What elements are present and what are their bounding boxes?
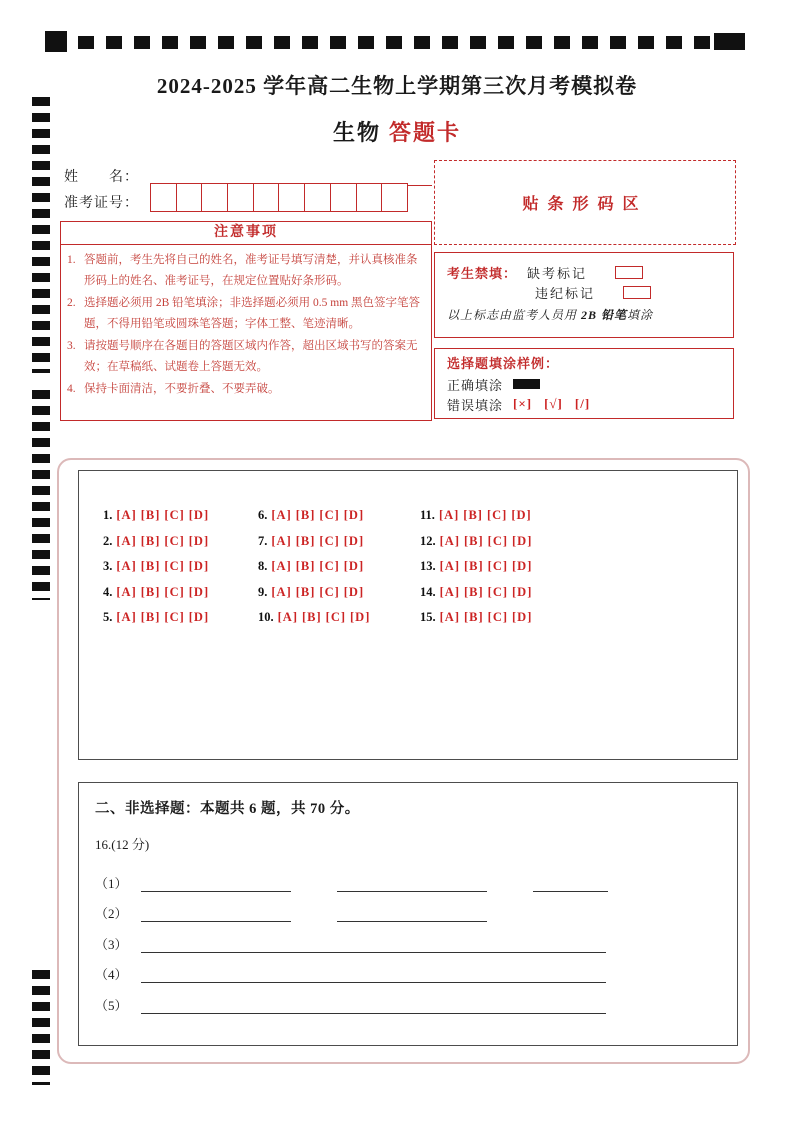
choice-bubble-d[interactable]: [D] bbox=[512, 533, 533, 548]
proctor-note-prefix: 以上标志由监考人员用 bbox=[447, 308, 582, 322]
choice-bubble-a[interactable]: [A] bbox=[271, 508, 292, 522]
answer-card-label: 答题卡 bbox=[389, 120, 462, 145]
answer-line[interactable] bbox=[141, 906, 291, 922]
answer-line[interactable] bbox=[533, 876, 608, 892]
choice-bubble-c[interactable]: [C] bbox=[319, 584, 340, 599]
proctor-note-suffix: 填涂 bbox=[627, 308, 654, 322]
question-number: 6. bbox=[258, 508, 268, 522]
choice-column bbox=[103, 508, 258, 759]
choice-bubble-d[interactable]: [D] bbox=[188, 559, 210, 573]
fill-sample-box bbox=[434, 348, 734, 419]
absent-mark-label: 缺考标记 bbox=[527, 265, 588, 281]
question-number: 7. bbox=[258, 533, 268, 548]
choice-row bbox=[103, 585, 258, 611]
notice-title: 注意事项 bbox=[61, 222, 431, 245]
non-choice-section-box bbox=[78, 782, 738, 1046]
choice-bubble-b[interactable]: [B] bbox=[140, 533, 161, 548]
notice-item bbox=[67, 293, 423, 335]
section2-heading: 二、非选择题：本题共 6 题，共 70 分。 bbox=[95, 801, 360, 817]
choice-bubble-d[interactable]: [D] bbox=[511, 508, 532, 522]
choice-row bbox=[258, 559, 420, 585]
choice-row bbox=[103, 610, 258, 636]
multiple-choice-box bbox=[78, 470, 738, 760]
choice-row bbox=[103, 534, 258, 560]
choice-bubble-b[interactable]: [B] bbox=[463, 610, 484, 624]
choice-bubble-b[interactable]: [B] bbox=[295, 508, 316, 522]
exam-number-cells bbox=[150, 183, 408, 212]
choice-bubble-b[interactable]: [B] bbox=[140, 584, 161, 599]
choice-bubble-c[interactable]: [C] bbox=[486, 508, 508, 522]
question-number: 14. bbox=[420, 584, 436, 599]
choice-bubble-c[interactable]: [C] bbox=[487, 584, 509, 599]
question-number: 1. bbox=[103, 508, 113, 522]
choice-bubble-c[interactable]: [C] bbox=[164, 584, 185, 599]
choice-bubble-a[interactable]: [A] bbox=[116, 584, 137, 599]
proctor-note bbox=[447, 306, 723, 323]
choice-bubble-a[interactable]: [A] bbox=[439, 559, 460, 573]
choice-bubble-c[interactable]: [C] bbox=[164, 533, 185, 548]
choice-bubble-c[interactable]: [C] bbox=[164, 559, 185, 573]
choice-bubble-a[interactable]: [A] bbox=[439, 584, 460, 599]
choice-bubble-a[interactable]: [A] bbox=[438, 508, 460, 522]
fill-sample-title: 选择题填涂样例： bbox=[447, 356, 560, 371]
question-number: 4. bbox=[103, 584, 113, 599]
choice-bubble-b[interactable]: [B] bbox=[140, 610, 161, 624]
notice-item-text: 请按题号顺序在各题目的答题区域内作答，超出区域书写的答案无效；在草稿纸、试题卷上答题无效。 bbox=[84, 339, 418, 373]
choice-bubble-c[interactable]: [C] bbox=[487, 533, 509, 548]
barcode-area bbox=[434, 160, 736, 245]
choice-bubble-d[interactable]: [D] bbox=[512, 584, 533, 599]
notice-item-number: 1. bbox=[67, 254, 76, 266]
question-number: 12. bbox=[420, 533, 436, 548]
choice-bubble-c[interactable]: [C] bbox=[164, 610, 185, 624]
notice-item-number: 4. bbox=[67, 382, 76, 395]
correct-fill-example bbox=[513, 379, 540, 389]
choice-row bbox=[420, 534, 575, 560]
wrong-fill-row bbox=[447, 394, 723, 414]
choice-bubble-b[interactable]: [B] bbox=[463, 559, 484, 573]
choice-bubble-c[interactable]: [C] bbox=[487, 559, 509, 573]
choice-bubble-c[interactable]: [C] bbox=[164, 508, 185, 522]
choice-bubble-c[interactable]: [C] bbox=[319, 533, 340, 548]
answer-blank-row bbox=[95, 892, 737, 923]
exam-number-cell[interactable] bbox=[330, 183, 357, 212]
choice-bubble-d[interactable]: [D] bbox=[188, 508, 210, 522]
choice-bubble-c[interactable]: [C] bbox=[487, 610, 509, 624]
notice-item-number: 3. bbox=[67, 339, 76, 352]
barcode-area-label: 贴条形码区 bbox=[522, 196, 648, 213]
choice-bubble-b[interactable]: [B] bbox=[140, 508, 161, 522]
notice-item bbox=[67, 336, 423, 378]
choice-row bbox=[258, 585, 420, 611]
blank-label: （3） bbox=[95, 936, 128, 952]
choice-bubble-a[interactable]: [A] bbox=[271, 584, 292, 599]
answer-blank-row bbox=[95, 953, 737, 984]
choice-bubble-b[interactable]: [B] bbox=[295, 559, 316, 573]
exam-number-cell[interactable] bbox=[278, 183, 305, 212]
choice-bubble-d[interactable]: [D] bbox=[343, 559, 365, 573]
choice-bubble-d[interactable]: [D] bbox=[343, 508, 365, 522]
notice-box bbox=[60, 221, 432, 421]
choice-bubble-b[interactable]: [B] bbox=[140, 559, 161, 573]
choice-bubble-a[interactable]: [A] bbox=[277, 610, 298, 624]
absent-mark-row bbox=[447, 262, 723, 282]
exam-number-cell[interactable] bbox=[176, 183, 203, 212]
name-label: 姓 名： bbox=[64, 170, 139, 185]
exam-number-cell[interactable] bbox=[381, 183, 408, 212]
choice-bubble-a[interactable]: [A] bbox=[116, 559, 137, 573]
subject-label: 生物 bbox=[332, 120, 381, 145]
choice-bubble-d[interactable]: [D] bbox=[188, 610, 210, 624]
choice-column bbox=[420, 508, 575, 759]
choice-bubble-b[interactable]: [B] bbox=[295, 584, 316, 599]
answer-blank-row bbox=[95, 861, 737, 892]
proctor-note-bold: 2B 铅笔 bbox=[581, 308, 628, 322]
answer-line[interactable] bbox=[141, 998, 606, 1014]
choice-bubble-d[interactable]: [D] bbox=[343, 584, 365, 599]
exam-number-cell[interactable] bbox=[253, 183, 280, 212]
choice-row bbox=[420, 559, 575, 585]
violation-mark-label: 违纪标记 bbox=[535, 285, 596, 301]
blank-label: （5） bbox=[95, 997, 128, 1013]
choice-bubble-b[interactable]: [B] bbox=[463, 533, 484, 548]
student-info bbox=[64, 160, 432, 212]
choice-bubble-c[interactable]: [C] bbox=[319, 508, 340, 522]
question-number: 8. bbox=[258, 559, 268, 573]
choice-row bbox=[258, 610, 420, 636]
wrong-mark-cross: [×] bbox=[513, 396, 533, 411]
choice-row bbox=[420, 585, 575, 611]
question-number: 15. bbox=[420, 610, 436, 624]
choice-bubble-c[interactable]: [C] bbox=[319, 559, 340, 573]
question-number: 2. bbox=[103, 533, 113, 548]
blank-rows bbox=[95, 861, 737, 1014]
question-number: 13. bbox=[420, 559, 436, 573]
choice-bubble-d[interactable]: [D] bbox=[188, 533, 210, 548]
wrong-mark-check: [√] bbox=[544, 396, 563, 411]
choice-bubble-d[interactable]: [D] bbox=[350, 610, 371, 624]
choice-bubble-d[interactable]: [D] bbox=[512, 610, 533, 624]
choice-row bbox=[420, 508, 575, 534]
exam-number-cell[interactable] bbox=[201, 183, 228, 212]
exam-number-cell[interactable] bbox=[304, 183, 331, 212]
choice-column bbox=[258, 508, 420, 759]
exam-number-cell[interactable] bbox=[356, 183, 383, 212]
choice-bubble-a[interactable]: [A] bbox=[116, 533, 137, 548]
blank-label: （2） bbox=[95, 906, 128, 921]
choice-bubble-a[interactable]: [A] bbox=[439, 533, 460, 548]
exam-number-row bbox=[64, 186, 432, 212]
choice-row bbox=[103, 559, 258, 585]
choice-bubble-b[interactable]: [B] bbox=[295, 533, 316, 548]
answer-blank-row bbox=[95, 922, 737, 953]
choice-bubble-a[interactable]: [A] bbox=[439, 610, 460, 624]
choice-bubble-d[interactable]: [D] bbox=[188, 584, 210, 599]
page-subtitle bbox=[0, 116, 794, 147]
notice-items bbox=[61, 245, 431, 399]
choice-bubble-c[interactable]: [C] bbox=[325, 610, 347, 624]
question-number: 5. bbox=[103, 610, 113, 624]
notice-item bbox=[67, 250, 423, 292]
blank-label: （1） bbox=[95, 875, 128, 891]
question-number: 10. bbox=[258, 610, 274, 624]
registration-mark-top-right bbox=[714, 33, 745, 50]
answer-line[interactable] bbox=[337, 906, 487, 922]
correct-fill-label: 正确填涂 bbox=[447, 377, 504, 393]
choice-row bbox=[420, 610, 575, 636]
exam-number-label: 准考证号： bbox=[64, 196, 139, 211]
question-number: 11. bbox=[420, 508, 435, 522]
timing-marks-left-lower bbox=[32, 970, 50, 1085]
choice-row bbox=[103, 508, 258, 534]
blank-label: （4） bbox=[95, 967, 128, 982]
notice-item-text: 答题前，考生先将自己的姓名，准考证号填写清楚，并认真核准条形码上的姓名、准考证号，在规定位置贴好条形码。 bbox=[84, 254, 418, 287]
wrong-fill-examples bbox=[513, 396, 602, 412]
answer-blank-row bbox=[95, 983, 737, 1014]
notice-item-text: 保持卡面清洁，不要折叠、不要弄破。 bbox=[84, 382, 280, 395]
choice-bubble-b[interactable]: [B] bbox=[463, 508, 483, 522]
wrong-fill-label: 错误填涂 bbox=[447, 397, 504, 413]
violation-mark-checkbox bbox=[623, 286, 651, 299]
choice-bubble-a[interactable]: [A] bbox=[116, 610, 137, 624]
choice-bubble-b[interactable]: [B] bbox=[463, 584, 484, 599]
answer-line[interactable] bbox=[141, 876, 291, 892]
correct-fill-row bbox=[447, 374, 723, 394]
choice-bubble-a[interactable]: [A] bbox=[116, 508, 137, 522]
notice-item-number: 2. bbox=[67, 296, 76, 309]
notice-item-text: 选择题必须用 2B 铅笔填涂；非选择题必须用 0.5 mm 黑色签字笔答题，不得用铅笔或圆珠笔答题；字体工整、笔迹清晰。 bbox=[84, 296, 421, 330]
exam-number-cell[interactable] bbox=[227, 183, 254, 212]
question-number: 9. bbox=[258, 584, 268, 599]
page-title: 2024-2025 学年高二生物上学期第三次月考模拟卷 bbox=[156, 74, 638, 98]
violation-mark-row bbox=[447, 282, 723, 302]
choice-bubble-a[interactable]: [A] bbox=[271, 559, 292, 573]
choice-bubble-d[interactable]: [D] bbox=[512, 559, 533, 573]
notice-item bbox=[67, 379, 423, 400]
proctor-title: 考生禁填： bbox=[447, 265, 518, 281]
choice-bubble-a[interactable]: [A] bbox=[271, 533, 292, 548]
question-number: 3. bbox=[103, 559, 113, 573]
answer-line[interactable] bbox=[141, 937, 606, 953]
wrong-mark-slash: [/] bbox=[574, 396, 591, 411]
choice-row bbox=[258, 534, 420, 560]
choice-bubble-d[interactable]: [D] bbox=[343, 533, 365, 548]
answer-line[interactable] bbox=[141, 967, 606, 983]
answer-line[interactable] bbox=[337, 876, 487, 892]
choice-bubble-b[interactable]: [B] bbox=[301, 610, 322, 624]
registration-mark-top-left bbox=[45, 31, 67, 52]
timing-marks-top bbox=[78, 36, 710, 49]
proctor-box bbox=[434, 252, 734, 338]
exam-number-cell[interactable] bbox=[150, 183, 177, 212]
absent-mark-checkbox bbox=[615, 266, 643, 279]
timing-marks-left-middle bbox=[32, 390, 50, 600]
choice-row bbox=[258, 508, 420, 534]
question-16-label: 16.(12 分) bbox=[95, 837, 150, 852]
